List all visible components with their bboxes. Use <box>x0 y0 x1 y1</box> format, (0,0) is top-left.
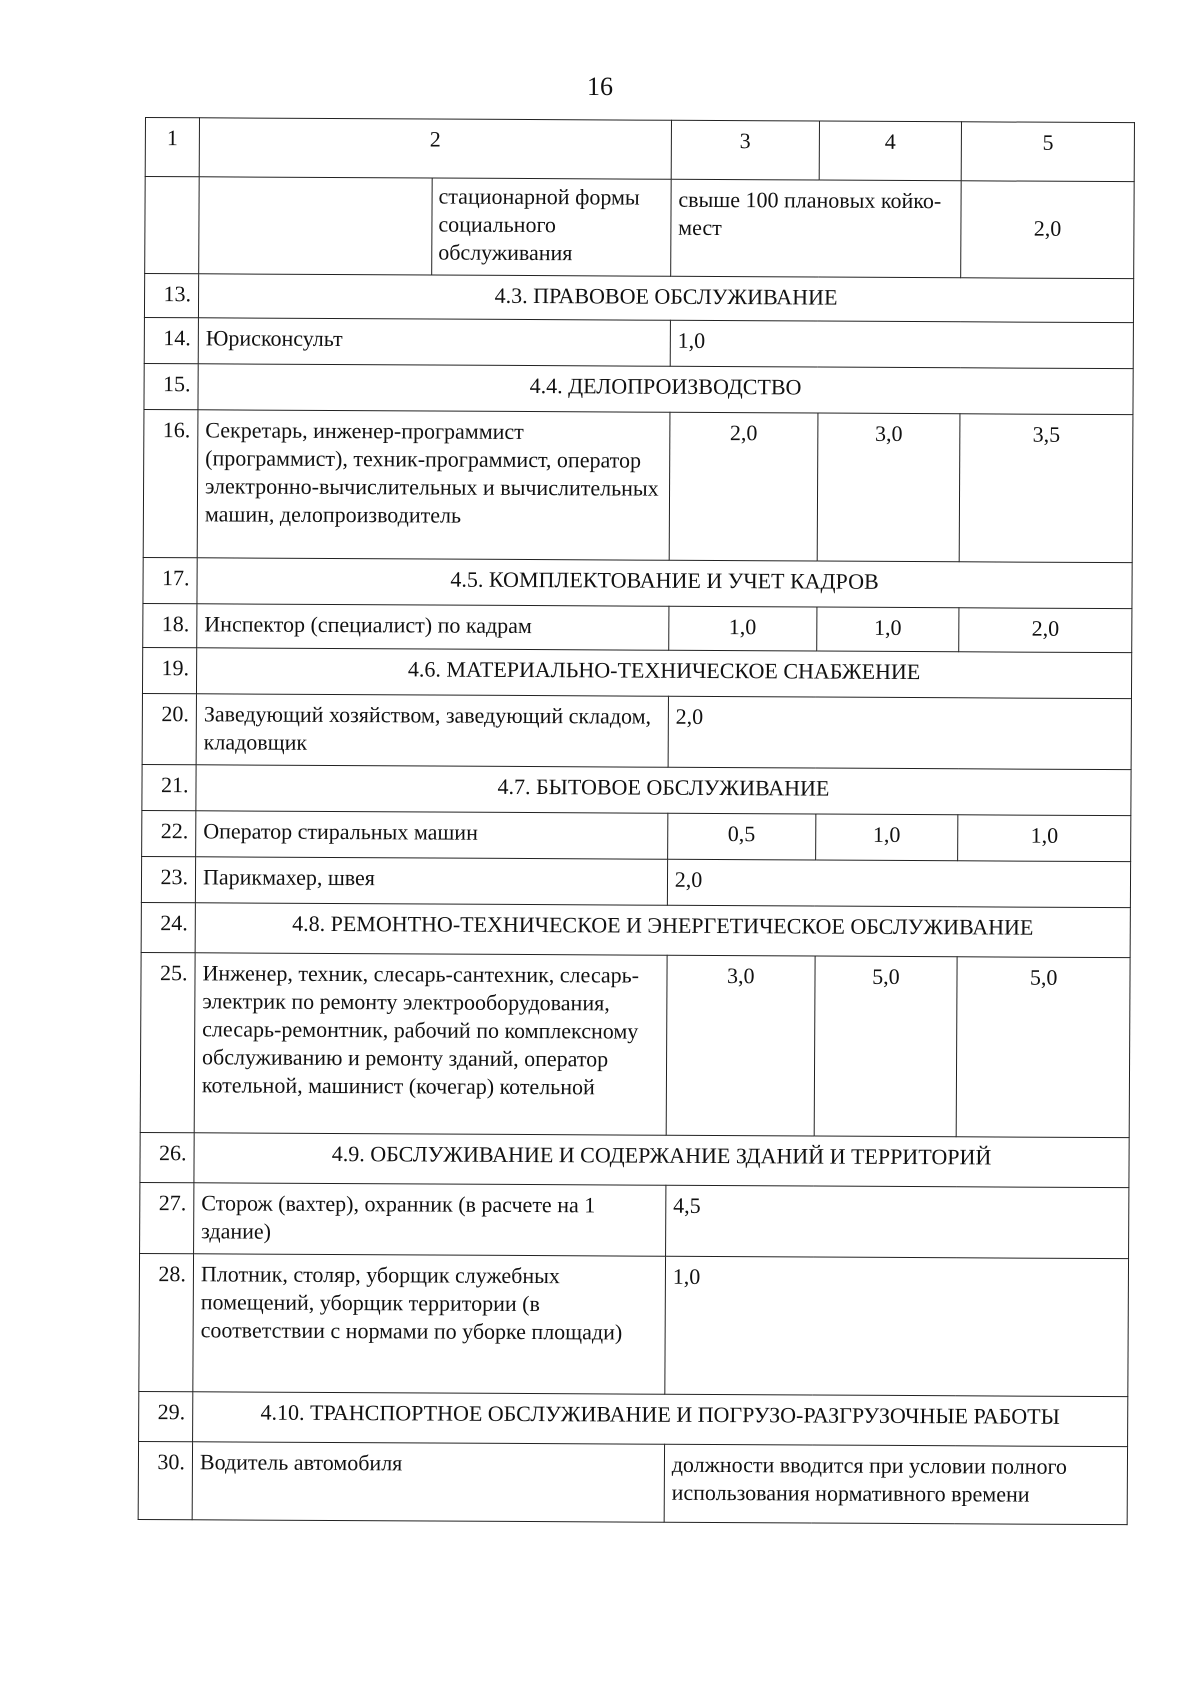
row-number: 13. <box>144 274 198 318</box>
norm-value: 4,5 <box>665 1185 1129 1258</box>
section-row <box>142 647 1131 698</box>
position-name: Заведующий хозяйством, заведующий складом, кладовщик <box>196 694 668 767</box>
norm-value-col4: 1,0 <box>816 607 959 652</box>
row-number: 27. <box>140 1182 194 1253</box>
table-row <box>141 856 1130 907</box>
page-number: 16 <box>587 72 613 101</box>
position-name: Сторож (вахтер), охранник (в расчете на 1 здание) <box>194 1183 666 1256</box>
norm-value: 1,0 <box>665 1256 1129 1396</box>
position-name: Оператор стиральных машин <box>196 811 668 859</box>
norm-value-col5: 3,5 <box>959 414 1133 563</box>
norm-value: 2,0 <box>668 696 1132 769</box>
norm-value-col4: 5,0 <box>814 956 957 1137</box>
row-number: 17. <box>143 557 197 603</box>
table-header-row <box>145 118 1134 182</box>
norm-value: должности вводится при условии полного использования нормативного времени <box>664 1444 1128 1524</box>
staffing-norms-table <box>138 117 1135 1525</box>
section-row <box>143 557 1132 608</box>
row-number <box>145 177 199 274</box>
row-continuation-text: стационарной формы социального обслуживания <box>431 179 670 276</box>
norm-value-col4: 3,0 <box>817 413 960 562</box>
row-number: 25. <box>140 952 195 1132</box>
section-title: 4.4. ДЕЛОПРОИЗВОДСТВО <box>198 364 1133 415</box>
row-number: 28. <box>139 1253 194 1391</box>
row-number: 30. <box>138 1441 192 1519</box>
table-row <box>138 1441 1127 1524</box>
header-col-3: 3 <box>671 120 819 180</box>
section-title: 4.6. МАТЕРИАЛЬНО-ТЕХНИЧЕСКОЕ СНАБЖЕНИЕ <box>196 648 1131 699</box>
row-number: 20. <box>142 693 196 764</box>
table-row <box>144 317 1133 368</box>
section-title: 4.8. РЕМОНТНО-ТЕХНИЧЕСКОЕ И ЭНЕРГЕТИЧЕСКОЕ ОБСЛУЖИВАНИЕ <box>195 903 1130 958</box>
norm-value-col5: 2,0 <box>959 608 1132 653</box>
position-name: Юрисконсульт <box>198 318 670 366</box>
row-continuation-value: 2,0 <box>961 181 1134 279</box>
row-number: 18. <box>143 603 197 647</box>
norm-value: 2,0 <box>667 859 1130 907</box>
section-title: 4.3. ПРАВОВОЕ ОБСЛУЖИВАНИЕ <box>198 274 1133 323</box>
table-row <box>143 409 1133 562</box>
table-row <box>143 603 1132 652</box>
section-title: 4.5. КОМПЛЕКТОВАНИЕ И УЧЕТ КАДРОВ <box>197 558 1132 609</box>
header-col-4: 4 <box>819 121 962 181</box>
position-name: Секретарь, инженер-программист (программист), техник-программист, оператор электронно-вычислительных и вычислительных машин, делопроизводитель <box>197 410 670 560</box>
table-row <box>140 952 1130 1137</box>
norm-value-col3: 1,0 <box>669 606 817 651</box>
section-title: 4.9. ОБСЛУЖИВАНИЕ И СОДЕРЖАНИЕ ЗДАНИЙ И ТЕРРИТОРИЙ <box>194 1133 1129 1188</box>
table-row <box>142 693 1131 769</box>
row-continuation-cell <box>199 177 671 276</box>
section-row <box>141 902 1130 957</box>
row-number: 24. <box>141 902 195 952</box>
header-col-5: 5 <box>961 122 1134 182</box>
norm-value-col3: 2,0 <box>669 412 818 561</box>
section-row <box>140 1132 1129 1187</box>
norm-value-col5: 1,0 <box>958 815 1131 862</box>
row-number: 21. <box>142 764 196 810</box>
position-name: Парикмахер, швея <box>195 857 667 905</box>
row-number: 29. <box>139 1391 193 1441</box>
section-title: 4.7. БЫТОВОЕ ОБСЛУЖИВАНИЕ <box>196 765 1131 816</box>
norm-value-col3: 0,5 <box>667 813 815 860</box>
row-continuation-capacity: свыше 100 плановых койко-мест <box>670 179 961 278</box>
row-number: 15. <box>144 363 198 409</box>
norm-value: 1,0 <box>670 320 1133 368</box>
row-number: 16. <box>143 409 198 557</box>
row-number: 26. <box>140 1132 194 1182</box>
row-number: 22. <box>142 810 196 856</box>
table-row <box>139 1253 1129 1396</box>
norm-value-col4: 1,0 <box>815 814 958 861</box>
section-title: 4.10. ТРАНСПОРТНОЕ ОБСЛУЖИВАНИЕ И ПОГРУЗО-РАЗГРУЗОЧНЫЕ РАБОТЫ <box>193 1392 1128 1447</box>
section-row <box>139 1391 1128 1446</box>
header-col-1: 1 <box>145 118 199 177</box>
table-row-continuation <box>145 177 1134 279</box>
position-name: Инженер, техник, слесарь-сантехник, слесарь-электрик по ремонту электрооборудования, слесарь-ремонтник, рабочий по комплексному обслуживанию и ремонту зданий, оператор котельной, машинист (кочегар) котельной <box>194 953 667 1135</box>
header-col-2: 2 <box>199 118 671 179</box>
section-row <box>144 363 1133 414</box>
table-row <box>142 810 1131 861</box>
row-number: 19. <box>142 647 196 693</box>
position-name: Инспектор (специалист) по кадрам <box>197 604 669 650</box>
section-row <box>142 764 1131 815</box>
norm-value-col5: 5,0 <box>956 957 1130 1138</box>
section-row <box>144 274 1133 323</box>
row-number: 14. <box>144 317 198 363</box>
row-number: 23. <box>141 856 195 902</box>
position-name: Плотник, столяр, уборщик служебных помещений, уборщик территории (в соответствии с нормами по уборке площади) <box>193 1254 666 1394</box>
position-name: Водитель автомобиля <box>192 1442 664 1522</box>
norm-value-col3: 3,0 <box>666 955 815 1136</box>
table-row <box>140 1182 1129 1258</box>
